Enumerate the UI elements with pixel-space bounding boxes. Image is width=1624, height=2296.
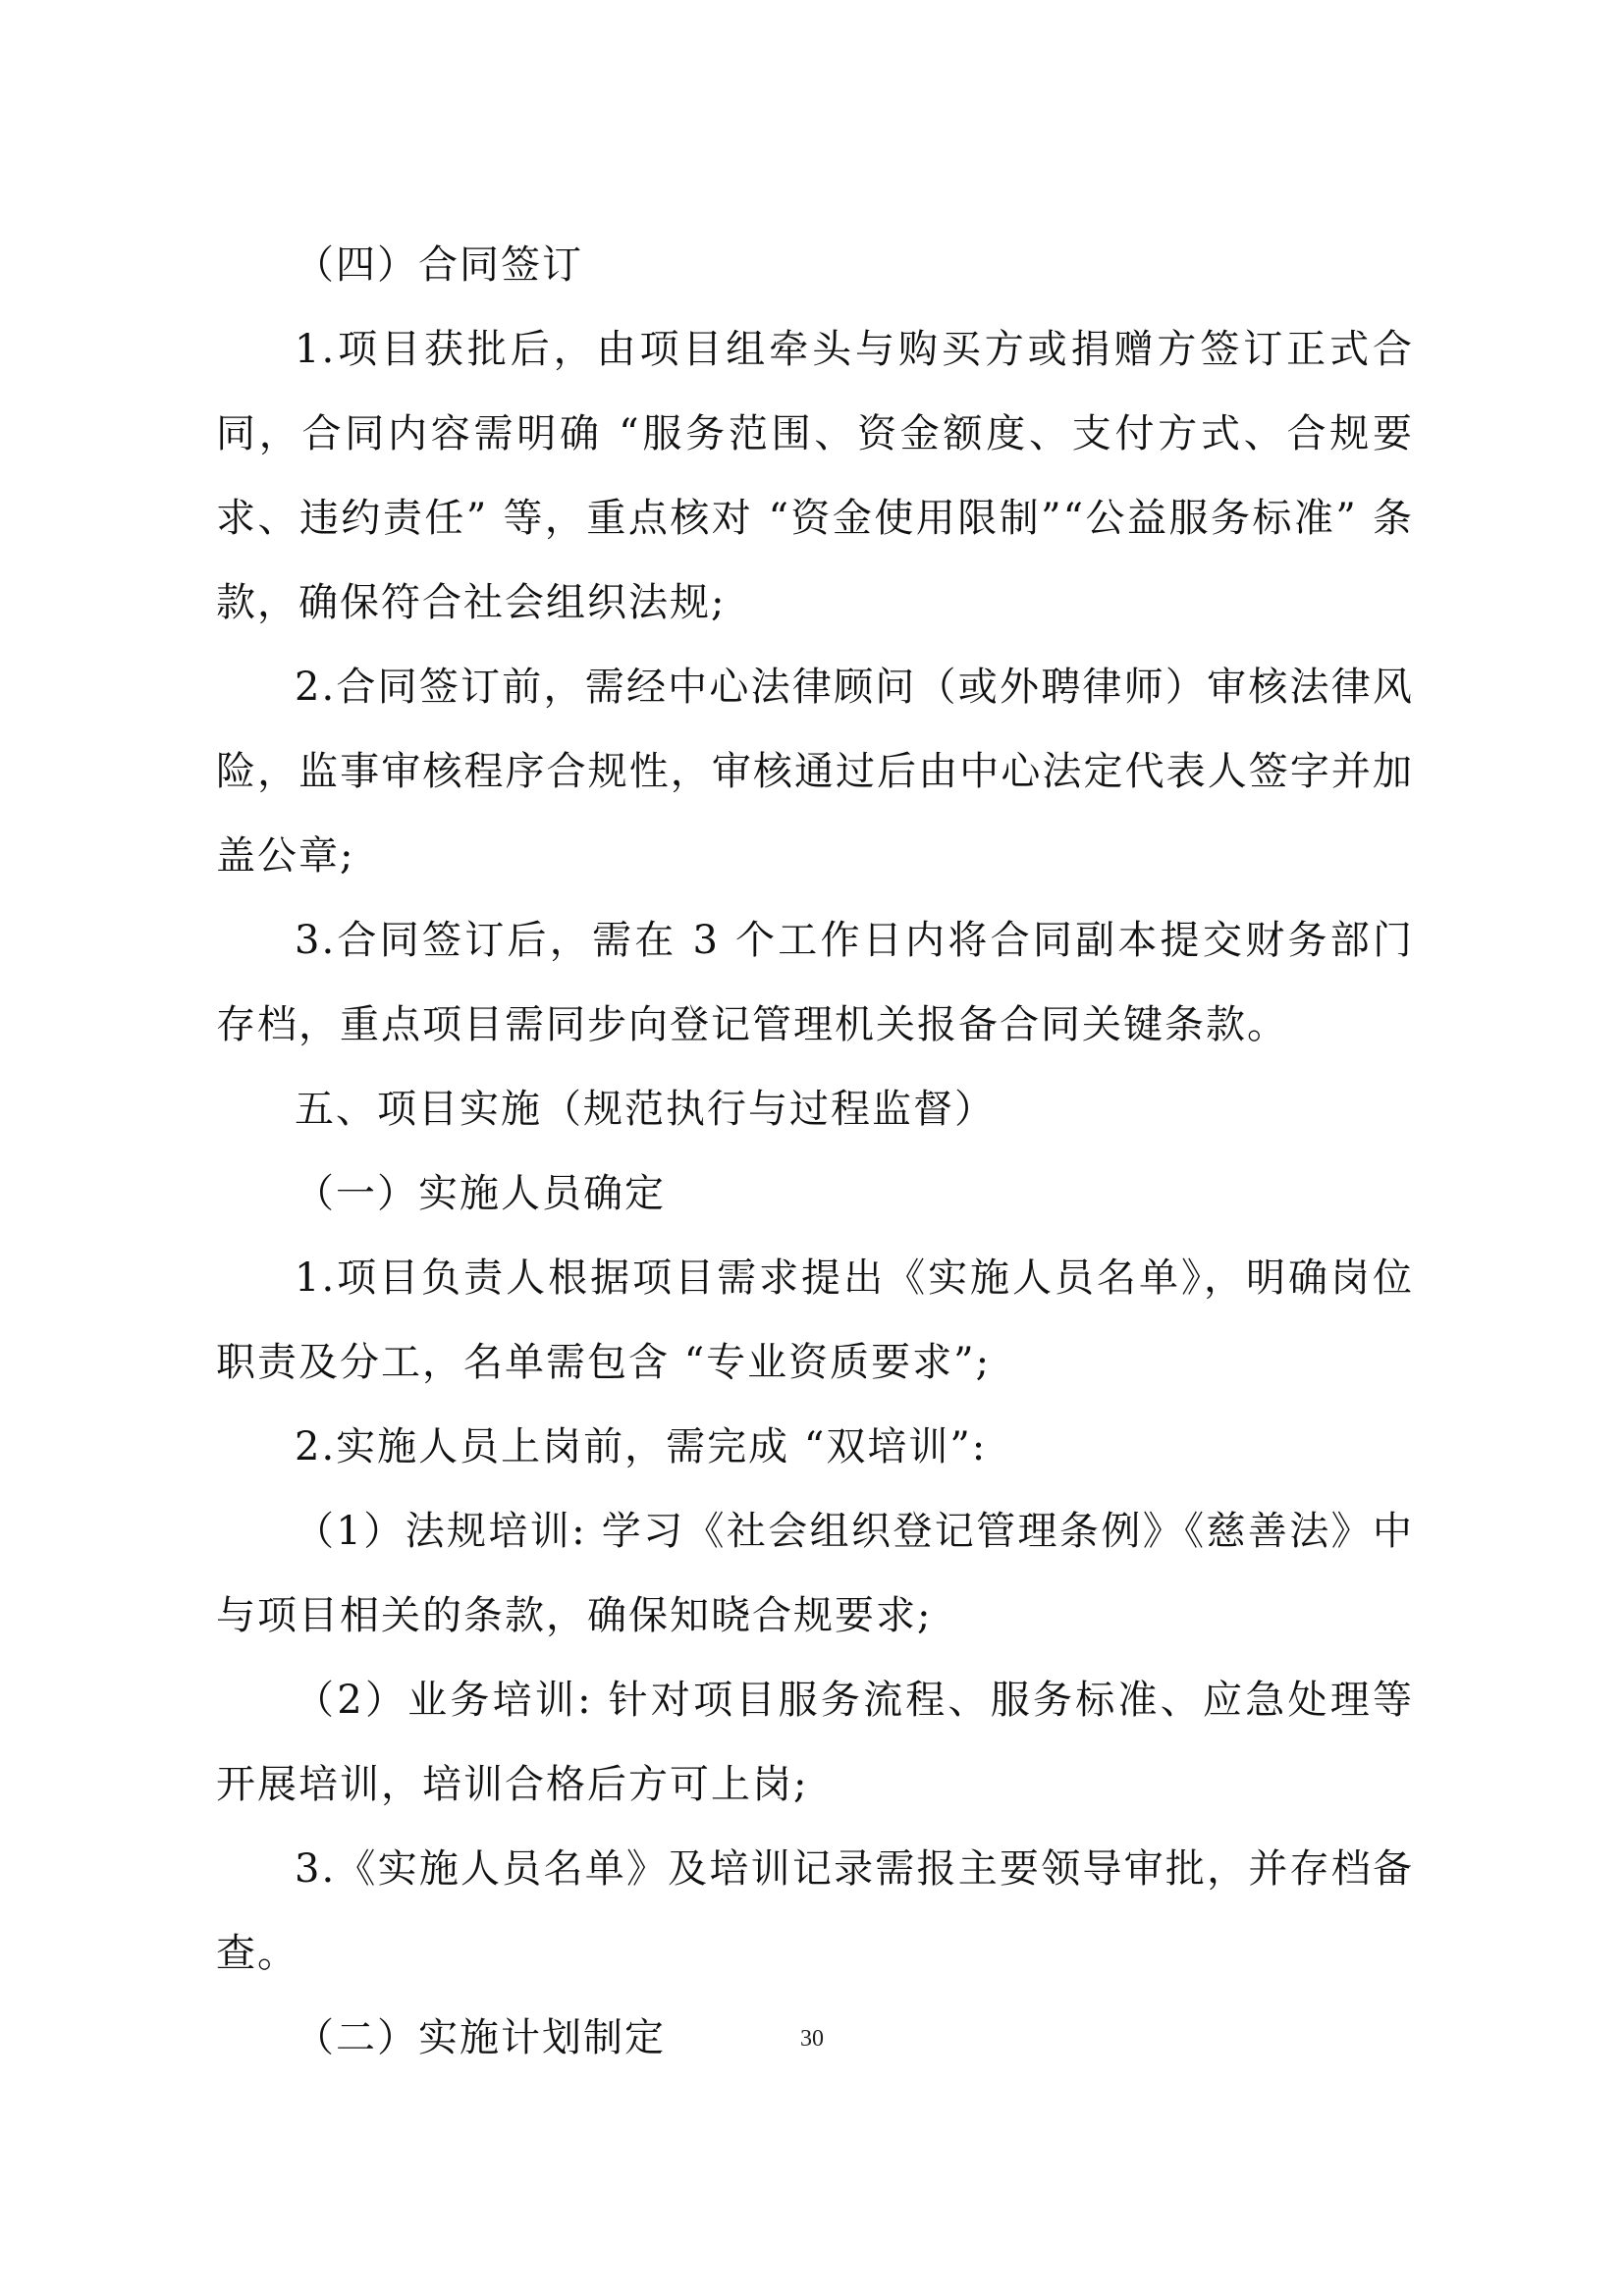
page-number: 30 bbox=[800, 2026, 824, 2052]
paragraph-contract-item-3: 3.合同签订后，需在 3 个工作日内将合同副本提交财务部门存档，重点项目需同步向登记管理机关报备合同关键条款。 bbox=[216, 918, 1414, 1047]
section-heading-contract-signing: （四）合同签订 bbox=[295, 242, 583, 288]
paragraph-staff-item-3: 3.《实施人员名单》及培训记录需报主要领导审批，并存档备查。 bbox=[216, 1846, 1414, 1976]
subsection-heading-plan: （二）实施计划制定 bbox=[295, 2015, 666, 2060]
paragraph-business-training: （2）业务培训: 针对项目服务流程、服务标准、应急处理等开展培训，培训合格后方可上岗; bbox=[216, 1678, 1414, 1807]
paragraph-staff-item-1: 1.项目负责人根据项目需求提出《实施人员名单》，明确岗位职责及分工，名单需包含 “专业资质要求”; bbox=[216, 1255, 1414, 1385]
subsection-heading-staff: （一）实施人员确定 bbox=[295, 1171, 666, 1216]
paragraph-regulation-training: （1）法规培训: 学习《社会组织登记管理条例》《慈善法》中与项目相关的条款，确保知晓合规要求; bbox=[216, 1509, 1414, 1638]
section-heading-project-implementation: 五、项目实施（规范执行与过程监督） bbox=[295, 1087, 996, 1132]
document-body bbox=[216, 223, 1414, 2080]
paragraph-staff-item-2: 2.实施人员上岗前，需完成 “双培训”: bbox=[295, 1424, 988, 1469]
paragraph-contract-item-2: 2.合同签订前，需经中心法律顾问（或外聘律师）审核法律风险，监事审核程序合规性，审核通过后由中心法定代表人签字并加盖公章; bbox=[216, 665, 1414, 879]
paragraph-contract-item-1: 1.项目获批后，由项目组牵头与购买方或捐赠方签订正式合同，合同内容需明确 “服务范围、资金额度、支付方式、合规要求、违约责任” 等，重点核对 “资金使用限制”“公益服务标准” 条款，确保符合社会组织法规; bbox=[216, 327, 1414, 625]
